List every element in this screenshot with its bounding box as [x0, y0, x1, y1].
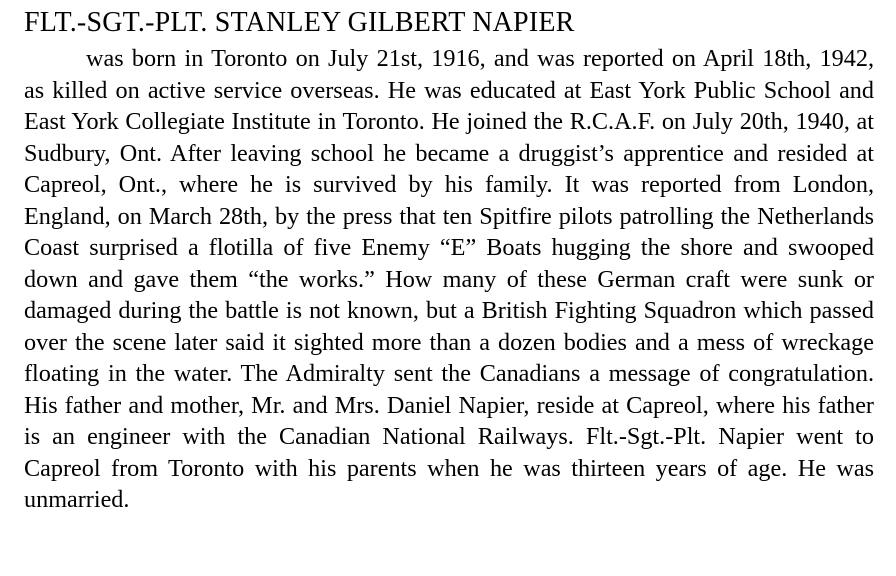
entry-body-text: was born in Toronto on July 21st, 1916, and was reported on April 18th, 1942, as killed on active service overseas. He was educated at East York Public School and East York Collegiate Institute in Toronto. He joined the R.C.A.F. on July 20th, 1940, at Sudbury, Ont. After leaving school he became a druggist’s apprentice and resided at Capreol, Ont., where he is survived by his family. It was reported from London, England, on March 28th, by the press that ten Spitfire pilots patrolling the Netherlands Coast surprised a flotilla of five Enemy “E” Boats hugging the shore and swooped down and gave them “the works.” How many of these German craft were sunk or damaged during the battle is not known, but a British Fighting Squadron which passed over the scene later said it sighted more than a dozen bodies and a mess of wreckage floating in the water. The Admiralty sent the Canadians a message of congratulation. His father and mother, Mr. and Mrs. Daniel Napier, reside at Capreol, where his father is an engineer with the Canadian National Railways. Flt.-Sgt.-Plt. Napier went to Capreol from Toronto with his parents when he was thirteen years of age. He was unmarried. [24, 45, 874, 514]
page-title: FLT.-SGT.-PLT. STANLEY GILBERT NAPIER [24, 7, 575, 38]
